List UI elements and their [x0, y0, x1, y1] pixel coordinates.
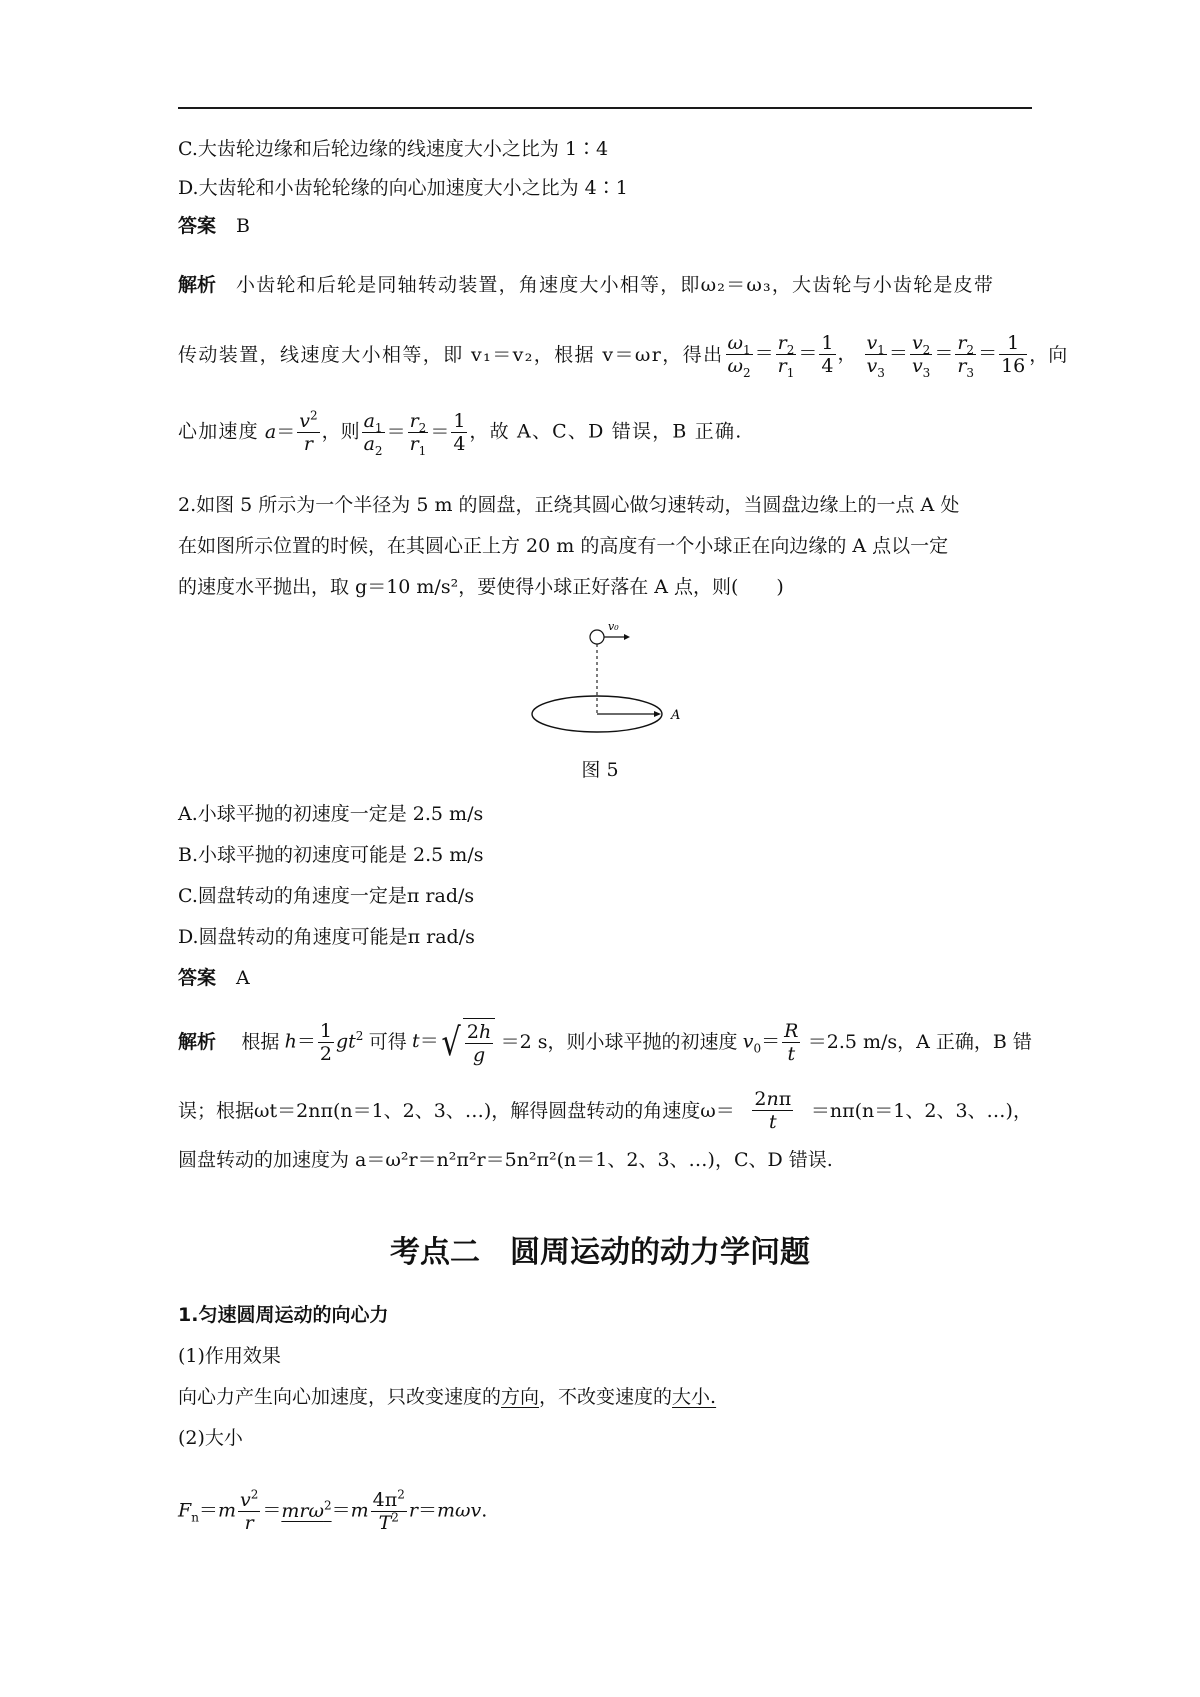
q2-analysis-line3: 圆盘转动的加速度为 a＝ω²r＝n²π²r＝5n²π²(n＝1、2、3、…)，C、D 错误.	[178, 1149, 833, 1171]
ball-icon	[590, 630, 604, 644]
q1-analysis-line1	[178, 272, 1032, 298]
velocity-formula: $v_0=$ $\frac{R}{t}$	[742, 1019, 799, 1065]
q1-answer	[178, 213, 250, 239]
q2-stem-line1: 2.如图 5 所示为一个半径为 5 m 的圆盘，正绕其圆心做匀速转动，当圆盘边缘上的一点 A 处	[178, 494, 960, 516]
effect-line: 向心力产生向心加速度，只改变速度的方向，不改变速度的大小.	[178, 1386, 717, 1408]
velocity-arrowhead	[624, 634, 630, 640]
height-formula: h＝ $\frac{1}{2}$ $gt^2$	[284, 1019, 364, 1065]
analysis-text: 传动装置，线速度大小相等，即 v₁＝v₂，根据 v＝ωr，得出	[178, 343, 724, 366]
q1-analysis-line2	[178, 332, 1068, 380]
figure-5-disk-diagram	[520, 618, 700, 738]
centripetal-force-formula: $F_n=m$ $\frac{v^2}{r}$ ＝mrω$^2$＝m $\frac{4\pi^2}{T^2}$ r＝mωv.	[178, 1487, 488, 1534]
q2-analysis-line2: 误；根据ωt＝2nπ(n＝1、2、3、…)，解得圆盘转动的角速度ω＝ $\frac{2n\pi}{t}$ ＝nπ(n＝1、2、3、…)，	[178, 1088, 1032, 1133]
analysis-label: 解析	[178, 1031, 217, 1053]
section-item-1-1: (1)作用效果	[178, 1345, 281, 1367]
header-rule	[178, 107, 1032, 109]
section-heading: 考点二 圆周运动的动力学问题	[390, 1235, 810, 1270]
analysis-text: 小齿轮和后轮是同轴转动装置，角速度大小相等，即ω₂＝ω₃，大齿轮与小齿轮是皮带	[236, 274, 995, 296]
analysis-text-end: ，向	[1029, 343, 1068, 366]
acceleration-formula: a＝ $\frac{v^2}{r}$	[264, 408, 318, 455]
analysis-label: 解析	[178, 274, 217, 296]
figure-caption: 图 5	[581, 759, 619, 781]
q2-stem-line3: 的速度水平抛出，取 g＝10 m/s²，要使得小球正好落在 A 点，则( )	[178, 576, 784, 598]
q2-stem-line2: 在如图所示位置的时候，在其圆心正上方 20 m 的高度有一个小球正在向边缘的 A 点以一定	[178, 535, 949, 557]
q2-analysis-line1: 解析 根据 h＝ $\frac{1}{2}$ $gt^2$ 可得 t＝ √ $\frac{2h}{g}$ ＝2 s，则小球平抛的初速度 $v_0=$ $\frac{R}{t}$ ＝2.5 m/s，A 正确，B 错	[178, 1019, 1032, 1066]
omega-formula: $\frac{2n\pi}{t}$	[754, 1088, 792, 1133]
q2-answer	[178, 965, 250, 991]
q1-analysis-line3: 心加速度 a＝ $\frac{v^2}{r}$ ，则 $\frac{a_1}{a_2}$ ＝ $\frac{r_2}{r_1}$ ＝ $\frac{1}{4}$ ，故 A、C、D 错误，B 正确.	[178, 408, 743, 458]
ratio-omega-formula: $\frac{\omega_1}{\omega_2}$ ＝ $\frac{r_2}{r_1}$ ＝ $\frac{1}{4}$ ， $\frac{v_1}{v_3}$ ＝ $\frac{v_2}{v_3}$ ＝ $\frac{r_2}{r_3}$ ＝ $\frac{1}{16}$	[727, 332, 1026, 380]
q1-option-d: D.大齿轮和小齿轮轮缘的向心加速度大小之比为 4∶1	[178, 177, 628, 199]
section-item-1: 1.匀速圆周运动的向心力	[178, 1304, 389, 1326]
radius-arrowhead	[654, 711, 661, 717]
underlined-answer: 大小.	[672, 1386, 717, 1408]
answer-label: 答案	[178, 215, 217, 237]
time-formula: t＝ √ $\frac{2h}{g}$	[412, 1018, 495, 1066]
answer-value: A	[236, 967, 250, 989]
q2-option-b: B.小球平抛的初速度可能是 2.5 m/s	[178, 844, 484, 866]
q2-option-a: A.小球平抛的初速度一定是 2.5 m/s	[178, 803, 484, 825]
underlined-answer: 方向	[501, 1386, 540, 1408]
q2-option-c: C.圆盘转动的角速度一定是π rad/s	[178, 885, 475, 907]
answer-value: B	[236, 215, 250, 237]
q2-option-d: D.圆盘转动的角速度可能是π rad/s	[178, 926, 475, 948]
section-item-1-2: (2)大小	[178, 1427, 243, 1449]
point-a-label: A	[671, 708, 681, 723]
ratio-a-formula: $\frac{a_1}{a_2}$ ＝ $\frac{r_2}{r_1}$ ＝ $\frac{1}{4}$	[363, 410, 466, 458]
answer-label: 答案	[178, 967, 217, 989]
q1-option-c: C.大齿轮边缘和后轮边缘的线速度大小之比为 1∶4	[178, 138, 609, 160]
v0-label: v₀	[608, 620, 619, 633]
